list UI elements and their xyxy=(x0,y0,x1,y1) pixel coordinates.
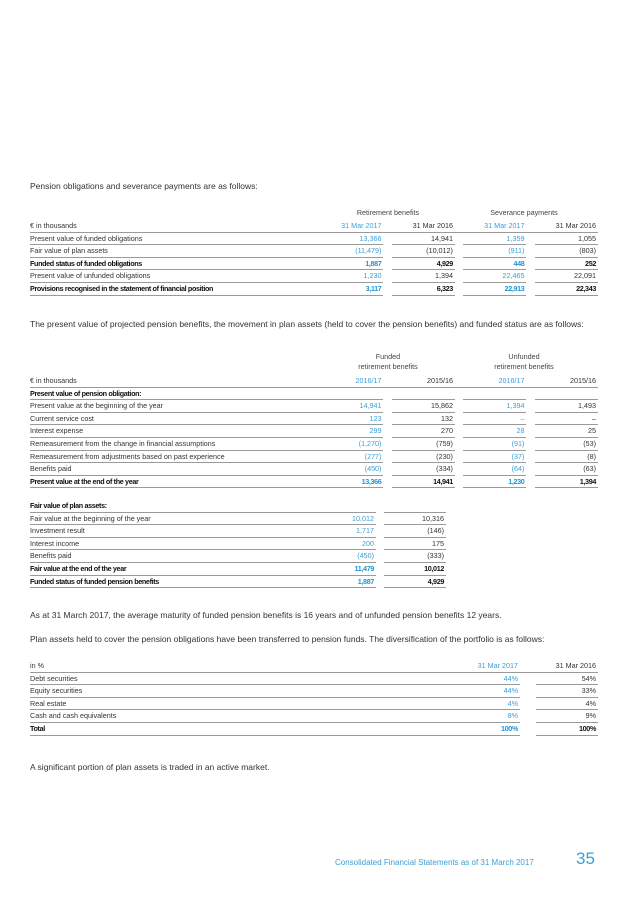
header-unit: € in thousands xyxy=(30,375,320,387)
footer-title: Consolidated Financial Statements as of 31 March 2017 xyxy=(335,858,534,867)
cell: (450) xyxy=(320,463,383,476)
row-label: Cash and cash equivalents xyxy=(30,710,460,723)
row-label: Interest income xyxy=(30,537,314,550)
cell: 4% xyxy=(536,697,598,710)
cell: 200 xyxy=(314,537,376,550)
header-unit: in % xyxy=(30,660,460,672)
table-row-total xyxy=(30,475,598,488)
header-severance-2017: 31 Mar 2017 xyxy=(463,220,526,232)
cell: 1,394 xyxy=(463,400,526,413)
cell: (803) xyxy=(535,245,598,258)
cell: 54% xyxy=(536,672,598,685)
table-header-row xyxy=(30,220,598,232)
table-row xyxy=(30,697,598,710)
table-portfolio-diversification xyxy=(30,660,598,736)
cell: 13,366 xyxy=(320,232,383,245)
header-retirement-2017: 31 Mar 2017 xyxy=(320,220,383,232)
cell: – xyxy=(535,412,598,425)
table-row-total xyxy=(30,562,454,575)
row-label: Equity securities xyxy=(30,685,460,698)
table-row xyxy=(30,412,598,425)
cell: 10,012 xyxy=(314,512,376,525)
intro-projected-pension-benefits: The present value of projected pension benefits, the movement in plan assets (held to cover the pension benefits) and funded status are as follows: xyxy=(30,319,584,329)
table-header-row xyxy=(30,660,598,672)
cell: 10,316 xyxy=(384,512,446,525)
row-label: Real estate xyxy=(30,697,460,710)
table-pension-obligations xyxy=(30,220,598,296)
cell: (11,479) xyxy=(320,245,383,258)
cell: 4,929 xyxy=(384,575,446,588)
cell: (63) xyxy=(535,463,598,476)
cell: 33% xyxy=(536,685,598,698)
row-label: Present value at the end of the year xyxy=(30,475,320,488)
table-fair-value-plan-assets xyxy=(30,500,454,588)
intro-pension-obligations: Pension obligations and severance payments are as follows: xyxy=(30,181,258,191)
cell: 100% xyxy=(536,722,598,735)
section-title: Present value of pension obligation: xyxy=(30,387,320,400)
section-title-row xyxy=(30,500,454,512)
cell: 14,941 xyxy=(392,475,455,488)
cell: 22,091 xyxy=(535,270,598,283)
row-label: Remeasurement from adjustments based on past experience xyxy=(30,450,320,463)
table-row xyxy=(30,463,598,476)
cell: 28 xyxy=(463,425,526,438)
table-row xyxy=(30,437,598,450)
cell: 1,717 xyxy=(314,525,376,538)
cell: 1,359 xyxy=(463,232,526,245)
cell: 11,479 xyxy=(314,562,376,575)
cell: 4% xyxy=(460,697,520,710)
table-row xyxy=(30,450,598,463)
cell: 175 xyxy=(384,537,446,550)
table-row-total xyxy=(30,722,598,735)
cell: 1,887 xyxy=(320,257,383,270)
row-label: Debt securities xyxy=(30,672,460,685)
cell: (10,012) xyxy=(392,245,455,258)
row-label: Fair value at the beginning of the year xyxy=(30,512,314,525)
row-label: Remeasurement from the change in financial assumptions xyxy=(30,437,320,450)
table-row xyxy=(30,537,454,550)
table-row xyxy=(30,512,454,525)
header-funded-current: 2016/17 xyxy=(320,375,383,387)
cell: (334) xyxy=(392,463,455,476)
row-label: Current service cost xyxy=(30,412,320,425)
cell: 1,887 xyxy=(314,575,376,588)
table-pension-benefits-movement xyxy=(30,375,598,488)
row-label: Present value of unfunded obligations xyxy=(30,270,320,283)
cell: 4,929 xyxy=(392,257,455,270)
header-funded-prior: 2015/16 xyxy=(392,375,455,387)
cell: (53) xyxy=(535,437,598,450)
table-header-row xyxy=(30,375,598,387)
group-header-severance-payments: Severance payments xyxy=(490,208,558,217)
cell: 448 xyxy=(463,257,526,270)
table-row xyxy=(30,672,598,685)
cell: 100% xyxy=(460,722,520,735)
row-label: Fair value at the end of the year xyxy=(30,562,314,575)
header-unfunded-current: 2016/17 xyxy=(463,375,526,387)
cell: (450) xyxy=(314,550,376,563)
header-unfunded-prior: 2015/16 xyxy=(535,375,598,387)
group-header-line: Funded xyxy=(375,352,401,361)
row-label: Present value of funded obligations xyxy=(30,232,320,245)
table-row xyxy=(30,270,598,283)
header-severance-2016: 31 Mar 2016 xyxy=(535,220,598,232)
cell: (91) xyxy=(463,437,526,450)
cell: – xyxy=(463,412,526,425)
cell: (911) xyxy=(463,245,526,258)
cell: 13,366 xyxy=(320,475,383,488)
header-2017: 31 Mar 2017 xyxy=(460,660,520,672)
cell: 22,343 xyxy=(535,282,598,295)
cell: 1,394 xyxy=(535,475,598,488)
cell: 123 xyxy=(320,412,383,425)
cell: 3,117 xyxy=(320,282,383,295)
table-row xyxy=(30,400,598,413)
cell: (333) xyxy=(384,550,446,563)
row-label: Interest expense xyxy=(30,425,320,438)
cell: 22,465 xyxy=(463,270,526,283)
cell: 14,941 xyxy=(320,400,383,413)
section-title-row xyxy=(30,387,598,400)
row-label: Provisions recognised in the statement of financial position xyxy=(30,282,320,295)
row-label: Funded status of funded pension benefits xyxy=(30,575,314,588)
header-2016: 31 Mar 2016 xyxy=(536,660,598,672)
table-row-subtotal xyxy=(30,257,598,270)
table-row xyxy=(30,525,454,538)
group-header-line: retirement benefits xyxy=(494,362,554,371)
table-row xyxy=(30,245,598,258)
cell: (146) xyxy=(384,525,446,538)
table-row xyxy=(30,710,598,723)
row-label: Present value at the beginning of the year xyxy=(30,400,320,413)
cell: 6,323 xyxy=(392,282,455,295)
page-number: 35 xyxy=(576,849,595,868)
table-row-funded-status xyxy=(30,575,454,588)
active-market-paragraph: A significant portion of plan assets is traded in an active market. xyxy=(30,762,270,772)
cell: 14,941 xyxy=(392,232,455,245)
row-label: Funded status of funded obligations xyxy=(30,257,320,270)
group-header-line: Unfunded xyxy=(508,352,540,361)
cell: (230) xyxy=(392,450,455,463)
cell: (37) xyxy=(463,450,526,463)
group-header-retirement-benefits: Retirement benefits xyxy=(356,208,420,217)
group-header-funded xyxy=(318,352,458,372)
table-row-total xyxy=(30,282,598,295)
cell: 25 xyxy=(535,425,598,438)
cell: 22,913 xyxy=(463,282,526,295)
cell: 8% xyxy=(460,710,520,723)
group-header-unfunded xyxy=(454,352,594,372)
group-header-line: retirement benefits xyxy=(358,362,418,371)
cell: 1,394 xyxy=(392,270,455,283)
header-unit: € in thousands xyxy=(30,220,320,232)
cell: (759) xyxy=(392,437,455,450)
cell: 9% xyxy=(536,710,598,723)
cell: (64) xyxy=(463,463,526,476)
row-label: Benefits paid xyxy=(30,550,314,563)
cell: 1,230 xyxy=(463,475,526,488)
cell: 44% xyxy=(460,685,520,698)
table-row xyxy=(30,232,598,245)
cell: 132 xyxy=(392,412,455,425)
header-retirement-2016: 31 Mar 2016 xyxy=(392,220,455,232)
table-row xyxy=(30,685,598,698)
cell: 44% xyxy=(460,672,520,685)
row-label: Benefits paid xyxy=(30,463,320,476)
cell: (277) xyxy=(320,450,383,463)
cell: 10,012 xyxy=(384,562,446,575)
cell: (8) xyxy=(535,450,598,463)
row-label: Fair value of plan assets xyxy=(30,245,320,258)
section-title: Fair value of plan assets: xyxy=(30,500,314,512)
cell: 15,862 xyxy=(392,400,455,413)
maturity-paragraph: As at 31 March 2017, the average maturity of funded pension benefits is 16 years and of unfunded pension benefits 12 years. xyxy=(30,610,502,620)
cell: 270 xyxy=(392,425,455,438)
cell: (1,270) xyxy=(320,437,383,450)
plan-assets-paragraph: Plan assets held to cover the pension obligations have been transferred to pension funds. The diversification of the portfolio is as follows: xyxy=(30,634,545,644)
cell: 1,055 xyxy=(535,232,598,245)
row-label: Investment result xyxy=(30,525,314,538)
table-row xyxy=(30,425,598,438)
table-row xyxy=(30,550,454,563)
cell: 1,493 xyxy=(535,400,598,413)
cell: 1,230 xyxy=(320,270,383,283)
cell: 299 xyxy=(320,425,383,438)
row-label: Total xyxy=(30,722,460,735)
cell: 252 xyxy=(535,257,598,270)
